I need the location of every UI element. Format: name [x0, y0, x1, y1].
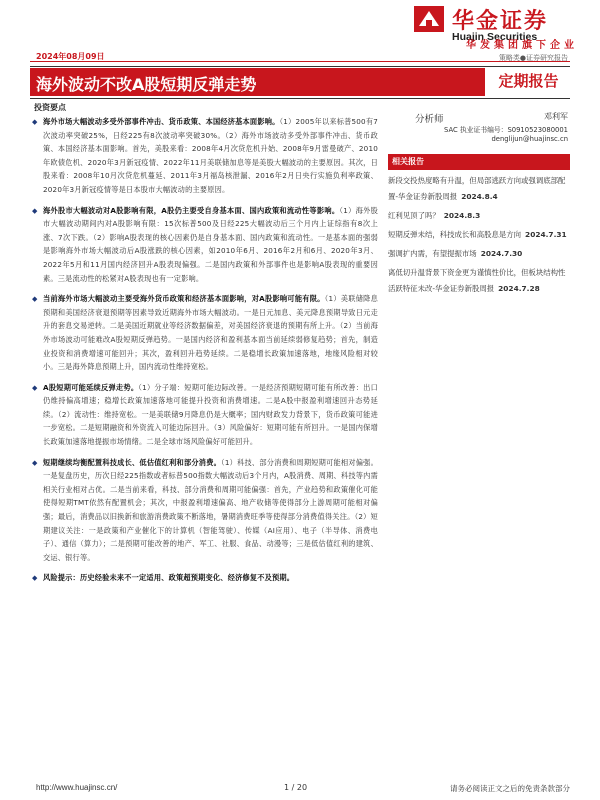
- related-report-title: 短期反弹未结，科技成长和高股息是方向: [388, 230, 522, 239]
- related-report-date: 2024.8.4: [461, 192, 498, 201]
- triangle-bullet-icon: ◆: [32, 206, 38, 215]
- triangle-bullet-icon: ◆: [32, 295, 38, 304]
- logo-chinese-name: 华金证券: [452, 9, 549, 34]
- risk-warning: 风险提示：历史经验未来不一定适用、政策超预期变化、经济修复不及预期。: [43, 573, 295, 583]
- investment-points-heading: 投资要点: [34, 103, 66, 112]
- triangle-bullet-icon: ◆: [32, 458, 38, 467]
- triangle-bullet-icon: ◆: [32, 574, 38, 583]
- huajin-logo-icon: [414, 6, 444, 32]
- related-reports: [388, 154, 570, 297]
- logo-english-name: Huajin Securities: [452, 31, 538, 43]
- related-report-date: 2024.7.28: [498, 284, 540, 293]
- point-lead: 当前海外市场大幅波动主要受海外货币政策和经济基本面影响，对A股影响可能有限。: [43, 294, 325, 304]
- point-lead: 海外市场大幅波动多受外部事件冲击、货币政策、本国经济基本面影响。: [43, 117, 280, 126]
- divider-top: [30, 66, 570, 67]
- point-body: （1）美联储降息预期和美国经济衰退预期等因素导致近期海外市场大幅波动。一是日元加息、美元降息预期导致日元走升的套息交易逆转。二是美国近期就业等经济数据偏差，对美国经济衰退的预期有所上升。（2）当前海外市场波动可能难改A股短期反弹趋势。一是国内经济和盈利基本面当前延续弱修复趋势；首先，制造业投资和消费增速可能回升；其次，盈利回升趋势延续。二是稳增长政策加速落地，地缘风险相对较小。三是海外降息预期上升，国内流动性维持宽松。: [43, 294, 378, 372]
- triangle-bullet-icon: ◆: [32, 383, 38, 392]
- point-item: [30, 115, 378, 197]
- related-report-date: 2024.7.30: [480, 249, 523, 258]
- triangle-bullet-icon: ◆: [32, 118, 38, 126]
- report-date: 2024年08月09日: [36, 52, 105, 61]
- point-body: （1）2005年以来标普500有7次波动率突破25%，日经225有8次波动率突破30%。（2）海外市场波动多受外部事件冲击、货币政策、本国经济基本面影响。首先，美股来看：2008年4月次贷危机升始、2008年9月雷曼破产、2010年欧债危机、2020年3月新冠疫情、2022年11月美联储加息等是美股大幅波动的主要原因。其次，日股来看：2008年10月次贷危机蔓延、2011年3月福岛核泄漏、2016年2月日央行实施负利率政策、2020年3月新冠疫情等是日本股市大幅波动的主要原因。: [43, 117, 378, 194]
- investment-points: [30, 102, 378, 592]
- analyst-label: 分析师: [415, 114, 444, 125]
- related-report-date: 2024.7.31: [525, 230, 567, 239]
- related-report-date: 2024.8.3: [443, 211, 481, 220]
- point-body: （1）海外股市大幅波动期间内对A股影响有限：15次标普500及日经225大幅波动后三个月内上证综指有8次上涨、7次下跌。（2）影响A股表现的核心因素仍是自身基本面、国内政策和流动性。一是基本面的强弱是影响海外市场大幅波动后A股涨跌的核心因素，如2010年6月、2016年2月和6月、2020年3月、2022年5月和11月国内经济回升A股表现偏强。二是国内政策和外部事件也是影响A股表现的重要因素。三是流动性的松紧对A股表现也有一定影响。: [43, 205, 378, 283]
- analyst-name: 邓利军: [544, 112, 568, 121]
- disclaimer-note: 请务必阅读正文之后的免责条款部分: [450, 784, 570, 793]
- point-item: [30, 571, 378, 585]
- point-body: （1）分子端：短期可能边际改善。一是经济预期短期可能有所改善：出口仍维持偏高增速；稳增长政策加速落地可能提升投资和消费增速。二是A股中报盈利增速回升态势延续。（2）流动性：维持宽松。一是美联储9月降息仍是大概率；国内财政发力背景下，货币政策可能进一步宽松。二是短期融资和外资流入可能边际回升。（3）风险偏好：短期可能有所回升。一是国内保增长政策加速落地提振市场情绪。二是全球市场风险偏好可能回升。: [43, 382, 378, 447]
- website-link[interactable]: http://www.huajinsc.cn/: [36, 783, 118, 792]
- point-item: [30, 204, 378, 286]
- analyst-certificate: SAC 执业证书编号：S0910523080001: [444, 126, 568, 134]
- related-report-title: 新段交投热度略有升温，但局部逃跃方向或强调底部配置-华金证券新股周报: [388, 176, 566, 201]
- related-report-title: 红利见顶了吗？: [388, 211, 440, 220]
- related-report-link[interactable]: [388, 173, 570, 205]
- report-category: 策略类●证券研究报告: [498, 54, 568, 62]
- point-item: [30, 456, 378, 565]
- analyst-email[interactable]: denglijun@huajinsc.cn: [491, 135, 568, 143]
- related-report-link[interactable]: [388, 227, 570, 243]
- related-report-title: 离低切升温背景下资金更为谨慎性价比，但板块结构性活跃特征未改-华金证券新股周报: [388, 268, 566, 293]
- point-lead: 短期继续均衡配置科技成长、低估值红利和部分消费。: [43, 457, 222, 467]
- divider-bottom: [30, 98, 570, 99]
- point-item: [30, 292, 378, 374]
- related-reports-heading: 相关报告: [388, 154, 570, 170]
- divider-red: [30, 61, 570, 62]
- report-type: 定期报告: [498, 72, 559, 90]
- page-number: 1 / 20: [284, 783, 308, 792]
- related-report-link[interactable]: [388, 265, 570, 297]
- point-lead: A股短期可能延续反弹走势。: [43, 382, 139, 392]
- related-report-title: 强调扩内需，有望提振市场: [388, 249, 477, 258]
- point-body: （1）科技、部分消费和周期短期可能相对偏强。一是复盘历史，历次日经225指数或者标普500指数大幅波动后3个月内，A股消费、周期、科技等内需相关行业相对占优。二是当前来看，科技、部分消费和周期可能偏强：首先，产业趋势和政策催化可能使得短期TMT依然有配置机会；其次，中报盈利增速偏高、地产收储等使得部分上游周期可能相对偏强；最后，消费品以旧换新和旅游消费政策不断落地，暑期消费旺季等使得部分消费值得关注。（2）短期建议关注：一是政策和产业催化下的计算机（智能驾驶）、传媒（AI应用）、电子（半导体、消费电子）、通信（算力）；二是预期可能改善的地产、军工、社服、食品、动漫等；三是低估值红利的建筑、交运、银行等。: [43, 457, 378, 562]
- report-title: 海外波动不改A股短期反弹走势: [36, 75, 257, 94]
- point-item: [30, 381, 378, 449]
- page-footer: [0, 783, 600, 797]
- point-lead: 海外股市大幅波动对A股影响有限，A股仍主要受自身基本面、国内政策和流动性等影响。: [43, 205, 340, 215]
- related-report-link[interactable]: [388, 246, 570, 262]
- group-tagline: 华发集团旗下企业: [466, 40, 578, 51]
- related-report-link[interactable]: [388, 208, 570, 224]
